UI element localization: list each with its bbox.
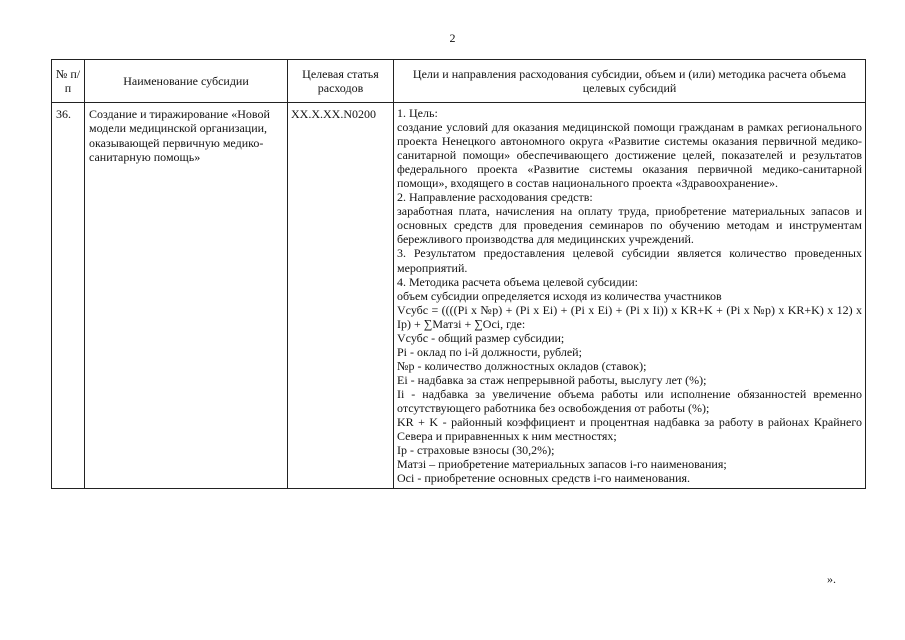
- goal-paragraph: 4. Методика расчета объема целевой субсидии:: [397, 274, 638, 289]
- row-article-code: XX.X.XX.N0200: [288, 103, 394, 489]
- goal-paragraph: 2. Направление расходования средств:: [397, 190, 593, 205]
- row-goals: [394, 103, 866, 489]
- goal-paragraph: Vсубс - общий размер субсидии;: [397, 330, 565, 345]
- formula: Vсубс = ((((Pi x №р) + (Pi x Ei) + (Pi x Ei) + (Pi x Ii)) x KR+K + (Pi x №р) x KR+K) x 12) x Ip) + ∑Матзi + ∑Осi, где:: [397, 302, 862, 331]
- header-goals: Цели и направления расходования субсидии, объем и (или) методика расчета объема целевых субсидий: [394, 60, 866, 103]
- goal-paragraph: Ii - надбавка за увеличение объема работы или исполнение обязанностей временно отсутствующего работника без освобождения от работы (%);: [397, 386, 862, 415]
- goal-paragraph: 1. Цель:: [397, 106, 438, 120]
- goal-paragraph: Ip - страховые взносы (30,2%);: [397, 443, 555, 458]
- row-num: 36.: [52, 103, 85, 489]
- goal-paragraph: Ei - надбавка за стаж непрерывной работы, выслугу лет (%);: [397, 372, 707, 387]
- table-header: [52, 60, 866, 103]
- header-article: Целевая статья расходов: [288, 60, 394, 103]
- goal-paragraph: Pi - оклад по i-й должности, рублей;: [397, 344, 582, 359]
- goal-paragraph: KR + K - районный коэффициент и процентная надбавка за работу в районах Крайнего Севера и приравненных к ним местностях;: [397, 415, 862, 444]
- subsidy-table: [51, 59, 866, 489]
- goal-paragraph: Матзi – приобретение материальных запасов i-го наименования;: [397, 457, 727, 472]
- goal-paragraph: Осi - приобретение основных средств i-го наименования.: [397, 471, 691, 486]
- header-name: Наименование субсидии: [85, 60, 288, 103]
- goal-paragraph: заработная плата, начисления на оплату труда, приобретение материальных запасов и основных средств для проведения семинаров по обучению методам и инструментам бережливого производства для медицинских учреждений.: [397, 204, 862, 247]
- goal-paragraph: объем субсидии определяется исходя из количества участников: [397, 288, 722, 303]
- header-num: № п/п: [52, 60, 85, 103]
- table-row: [52, 103, 866, 489]
- row-subsidy-name: Создание и тиражирование «Новой модели медицинской организации, оказывающей первичную медико-санитарную помощь»: [85, 103, 288, 489]
- goal-paragraph: 3. Результатом предоставления целевой субсидии является количество проведенных мероприятий.: [397, 246, 862, 275]
- closing-quote-mark: ».: [827, 572, 836, 586]
- goal-paragraph: №р - количество должностных окладов (ставок);: [397, 358, 647, 373]
- page-number: 2: [449, 31, 456, 45]
- goal-paragraph: создание условий для оказания медицинской помощи гражданам в рамках регионального проекта Ненецкого автономного округа «Развитие системы оказания первичной медико-санитарной помощи» обеспечивающего достижение целей, показателей и результатов федерального проекта «Развитие системы оказания первичной медико-санитарной помощи», входящего в состав национального проекта «Здравоохранение».: [397, 120, 862, 191]
